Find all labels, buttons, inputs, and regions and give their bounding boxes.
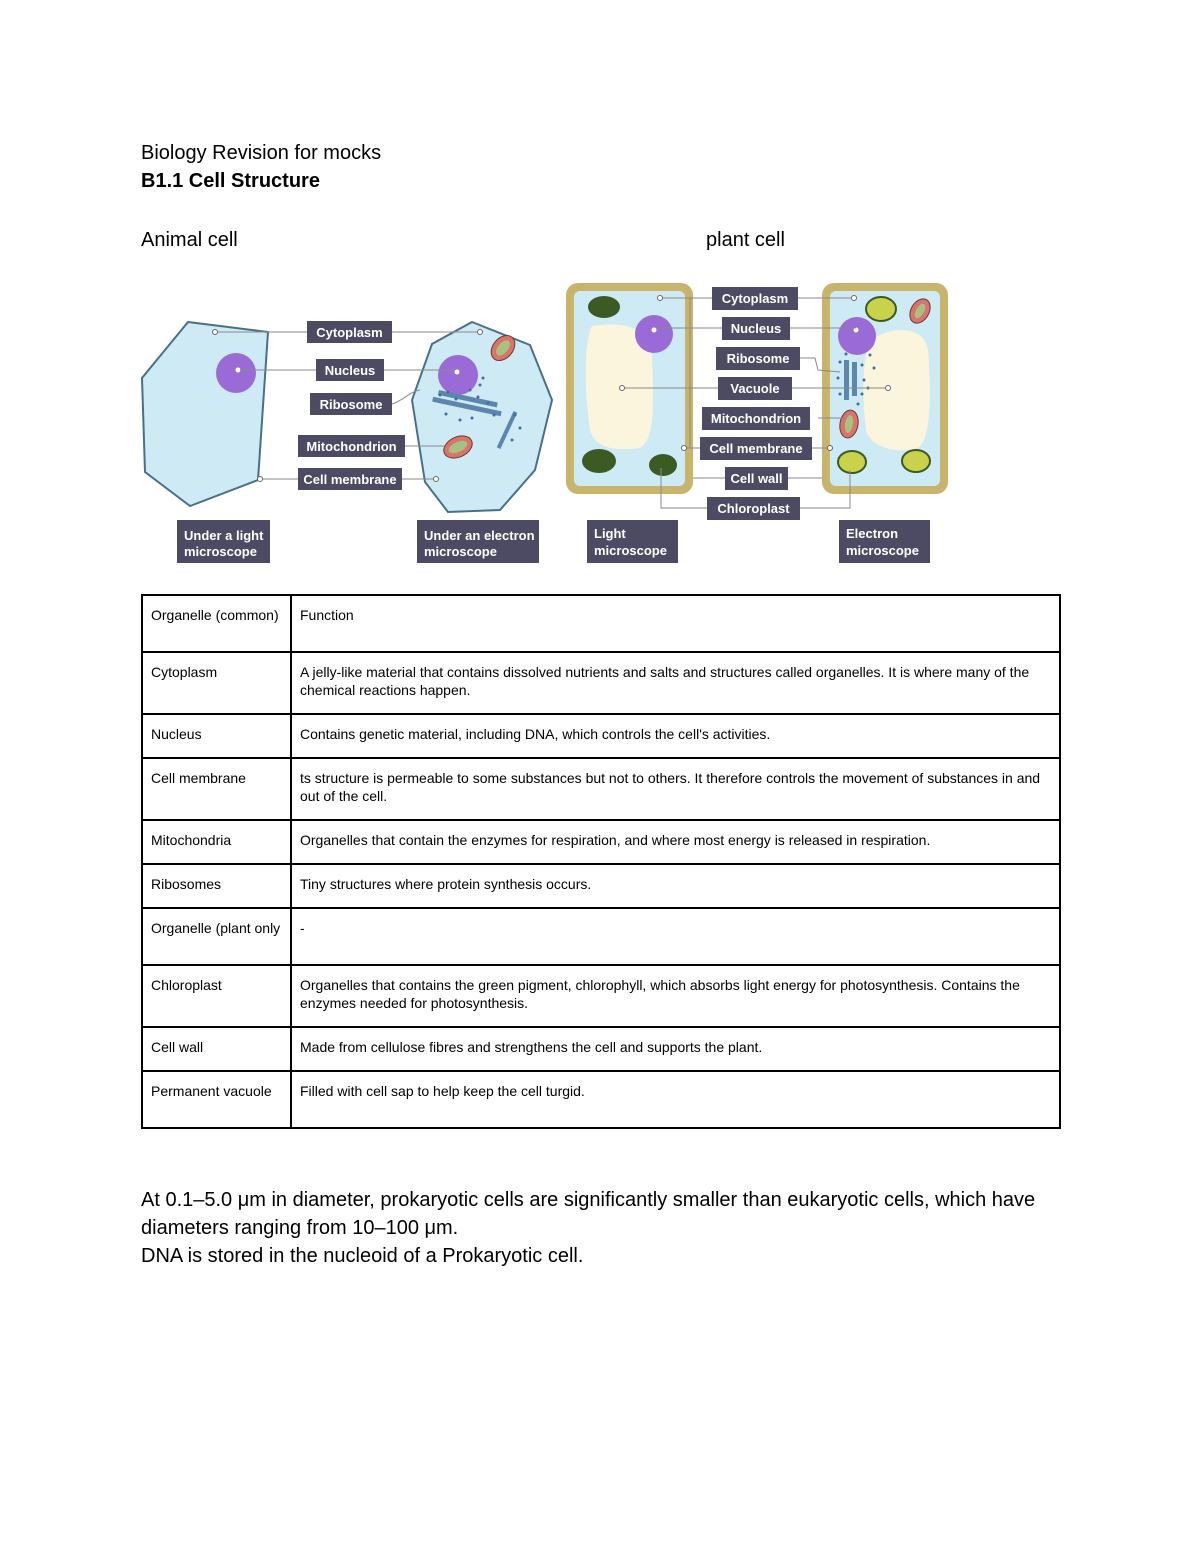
svg-text:Cytoplasm: Cytoplasm — [316, 325, 383, 340]
svg-text:Ribosome: Ribosome — [319, 397, 383, 412]
svg-text:Ribosome: Ribosome — [726, 351, 790, 366]
table-cell-organelle: Permanent vacuole — [142, 1071, 291, 1128]
table-cell-function: Contains genetic material, including DNA, which controls the cell's activities. — [291, 714, 1060, 758]
svg-text:Chloroplast: Chloroplast — [717, 501, 790, 516]
svg-text:microscope: microscope — [846, 543, 919, 558]
table-cell-function: Tiny structures where protein synthesis occurs. — [291, 864, 1060, 908]
svg-text:Electron: Electron — [846, 526, 899, 541]
table-row — [142, 965, 1060, 1027]
table-row — [142, 864, 1060, 908]
table-header-organelle: Organelle (common) — [142, 595, 291, 652]
plant-label-chloroplast — [707, 497, 800, 520]
plant-label-cytoplasm — [712, 287, 798, 310]
animal-light-caption — [177, 520, 270, 563]
document-title: Biology Revision for mocks — [141, 142, 382, 164]
table-cell-function: Made from cellulose fibres and strengthens the cell and supports the plant. — [291, 1027, 1060, 1071]
table-row — [142, 1071, 1060, 1128]
organelle-function-table — [141, 594, 1061, 1129]
svg-text:Cell wall: Cell wall — [730, 471, 783, 486]
table-cell-organelle: Ribosomes — [142, 864, 291, 908]
table-row — [142, 714, 1060, 758]
animal-cell-diagram — [142, 321, 552, 563]
table-cell-organelle: Nucleus — [142, 714, 291, 758]
plant-cell-label: plant cell — [706, 229, 785, 251]
plant-light-nucleus — [635, 315, 673, 353]
section-heading: B1.1 Cell Structure — [141, 170, 320, 192]
plant-electron-chloroplast-3 — [902, 450, 930, 472]
svg-text:Under a light: Under a light — [184, 528, 264, 543]
table-header-function: Function — [291, 595, 1060, 652]
animal-light-nucleus — [216, 353, 256, 393]
svg-text:Cytoplasm: Cytoplasm — [721, 291, 789, 306]
plant-electron-chloroplast-1 — [866, 297, 896, 321]
plant-electron-vacuole — [863, 330, 929, 450]
plant-label-ribosome — [716, 347, 800, 370]
body-text — [141, 1186, 1071, 1270]
animal-electron-nucleus — [438, 355, 478, 395]
table-header-row — [142, 595, 1060, 652]
animal-label-nucleus — [316, 359, 384, 381]
table-cell-function: Organelles that contains the green pigment, chlorophyll, which absorbs light energy for photosynthesis. Contains the enzymes needed for photosynthesis. — [291, 965, 1060, 1027]
table-row — [142, 908, 1060, 965]
plant-label-vacuole — [718, 377, 792, 400]
animal-label-cell-membrane — [298, 468, 402, 490]
table-cell-organelle: Cell wall — [142, 1027, 291, 1071]
svg-text:Under an electron: Under an electron — [424, 528, 535, 543]
svg-text:Cell membrane: Cell membrane — [709, 441, 803, 456]
plant-light-chloroplast-3 — [649, 454, 677, 476]
table-row — [142, 820, 1060, 864]
table-cell-function: A jelly-like material that contains dissolved nutrients and salts and structures called organelles. It is where many of the chemical reactions happen. — [291, 652, 1060, 714]
plant-cell-diagram — [566, 283, 948, 563]
table-cell-organelle: Cell membrane — [142, 758, 291, 820]
animal-electron-caption — [417, 520, 539, 563]
svg-text:Cell membrane: Cell membrane — [303, 472, 397, 487]
table-cell-organelle: Chloroplast — [142, 965, 291, 1027]
prokaryote-size-paragraph: At 0.1–5.0 μm in diameter, prokaryotic cells are significantly smaller than eukaryotic cells, which have diameters ranging from 10–100 μm. — [141, 1189, 1036, 1239]
table-cell-organelle: Cytoplasm — [142, 652, 291, 714]
table-row — [142, 652, 1060, 714]
animal-label-cytoplasm — [307, 321, 392, 343]
cell-diagrams — [0, 0, 1200, 580]
animal-cell-label: Animal cell — [141, 229, 238, 251]
plant-electron-chloroplast-2 — [838, 451, 866, 473]
nucleoid-paragraph: DNA is stored in the nucleoid of a Prokaryotic cell. — [141, 1245, 584, 1267]
table-row — [142, 1027, 1060, 1071]
plant-light-chloroplast-1 — [588, 296, 620, 318]
table-cell-function: ts structure is permeable to some substances but not to others. It therefore controls the movement of substances in and out of the cell. — [291, 758, 1060, 820]
plant-label-nucleus — [722, 317, 790, 340]
svg-text:microscope: microscope — [184, 544, 257, 559]
plant-light-caption — [587, 520, 678, 563]
plant-light-chloroplast-2 — [582, 449, 616, 473]
animal-label-ribosome — [310, 393, 392, 415]
table-cell-function: Organelles that contain the enzymes for respiration, and where most energy is released in respiration. — [291, 820, 1060, 864]
svg-text:Mitochondrion: Mitochondrion — [306, 439, 397, 454]
animal-light-cell — [142, 322, 268, 506]
svg-text:Mitochondrion: Mitochondrion — [710, 411, 802, 426]
animal-label-mitochondrion — [298, 435, 405, 457]
animal-electron-cell — [412, 322, 552, 512]
table-cell-organelle: Organelle (plant only — [142, 908, 291, 965]
plant-label-cell-membrane — [700, 437, 812, 460]
plant-label-mitochondrion — [702, 407, 810, 430]
table-cell-function: Filled with cell sap to help keep the cell turgid. — [291, 1071, 1060, 1128]
svg-text:microscope: microscope — [594, 543, 667, 558]
table-row — [142, 758, 1060, 820]
svg-text:Light: Light — [594, 526, 626, 541]
svg-text:microscope: microscope — [424, 544, 497, 559]
table-cell-function: - — [291, 908, 1060, 965]
plant-electron-nucleus — [838, 317, 876, 355]
plant-label-cell-wall — [725, 467, 788, 490]
svg-text:Nucleus: Nucleus — [324, 363, 376, 378]
svg-text:Vacuole: Vacuole — [730, 381, 780, 396]
svg-text:Nucleus: Nucleus — [730, 321, 782, 336]
table-cell-organelle: Mitochondria — [142, 820, 291, 864]
plant-electron-caption — [839, 520, 930, 563]
